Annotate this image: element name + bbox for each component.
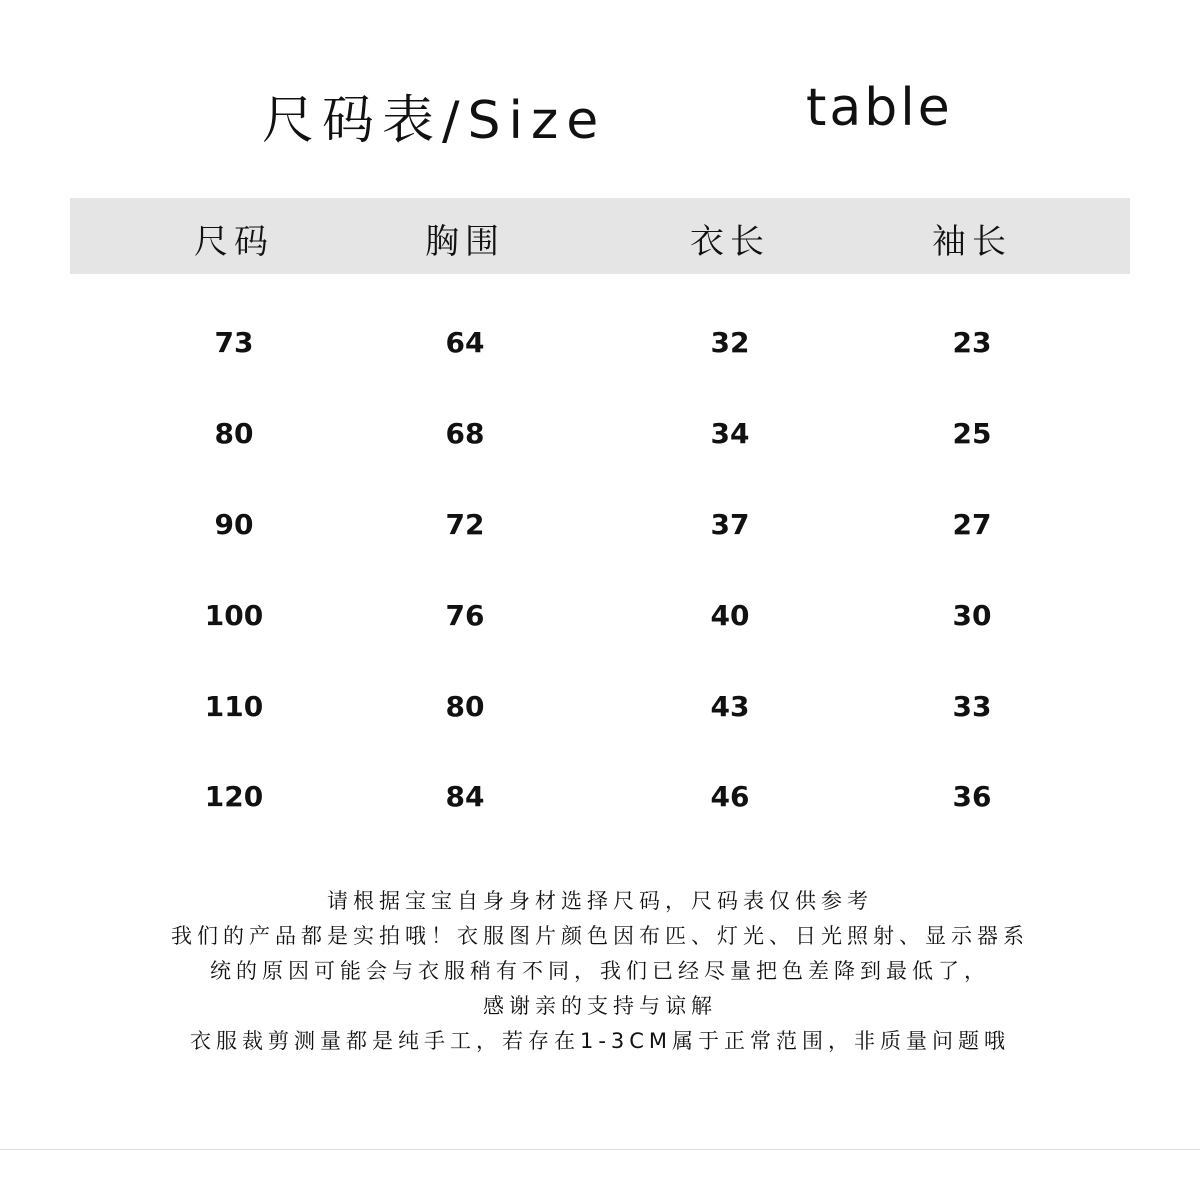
table-cell: 43 — [710, 690, 750, 723]
table-cell: 80 — [445, 690, 485, 723]
table-cell: 72 — [445, 508, 485, 541]
note-line: 感谢亲的支持与谅解 — [483, 994, 717, 1018]
header-size: 尺码 — [194, 222, 274, 262]
table-cell: 120 — [204, 780, 264, 813]
table-cell: 32 — [710, 326, 750, 359]
table-cell: 80 — [214, 417, 254, 450]
table-cell: 33 — [952, 690, 992, 723]
title-table: table — [806, 78, 953, 138]
table-cell: 37 — [710, 508, 750, 541]
table-cell: 36 — [952, 780, 992, 813]
table-cell: 68 — [445, 417, 485, 450]
table-cell: 27 — [952, 508, 992, 541]
note-line: 我们的产品都是实拍哦！衣服图片颜色因布匹、灯光、日光照射、显示器系 — [171, 924, 1029, 948]
note-line: 衣服裁剪测量都是纯手工，若存在1-3CM属于正常范围，非质量问题哦 — [189, 1029, 1011, 1053]
table-cell: 30 — [952, 599, 992, 632]
table-cell: 23 — [952, 326, 992, 359]
table-cell: 40 — [710, 599, 750, 632]
note-line: 请根据宝宝自身身材选择尺码，尺码表仅供参考 — [327, 889, 873, 913]
header-length: 衣长 — [690, 222, 770, 262]
header-sleeve: 袖长 — [932, 222, 1012, 262]
table-cell: 46 — [710, 780, 750, 813]
table-cell: 25 — [952, 417, 992, 450]
note-line: 统的原因可能会与衣服稍有不同，我们已经尽量把色差降到最低了， — [210, 959, 990, 983]
bottom-divider — [0, 1149, 1200, 1150]
notes-block — [0, 884, 1200, 1059]
table-cell: 110 — [204, 690, 264, 723]
table-cell: 100 — [204, 599, 264, 632]
table-cell: 64 — [445, 326, 485, 359]
header-chest: 胸围 — [425, 222, 505, 262]
table-cell: 73 — [214, 326, 254, 359]
table-cell: 34 — [710, 417, 750, 450]
table-cell: 76 — [445, 599, 485, 632]
title-size: 尺码表/Size — [262, 91, 607, 151]
table-cell: 84 — [445, 780, 485, 813]
table-cell: 90 — [214, 508, 254, 541]
